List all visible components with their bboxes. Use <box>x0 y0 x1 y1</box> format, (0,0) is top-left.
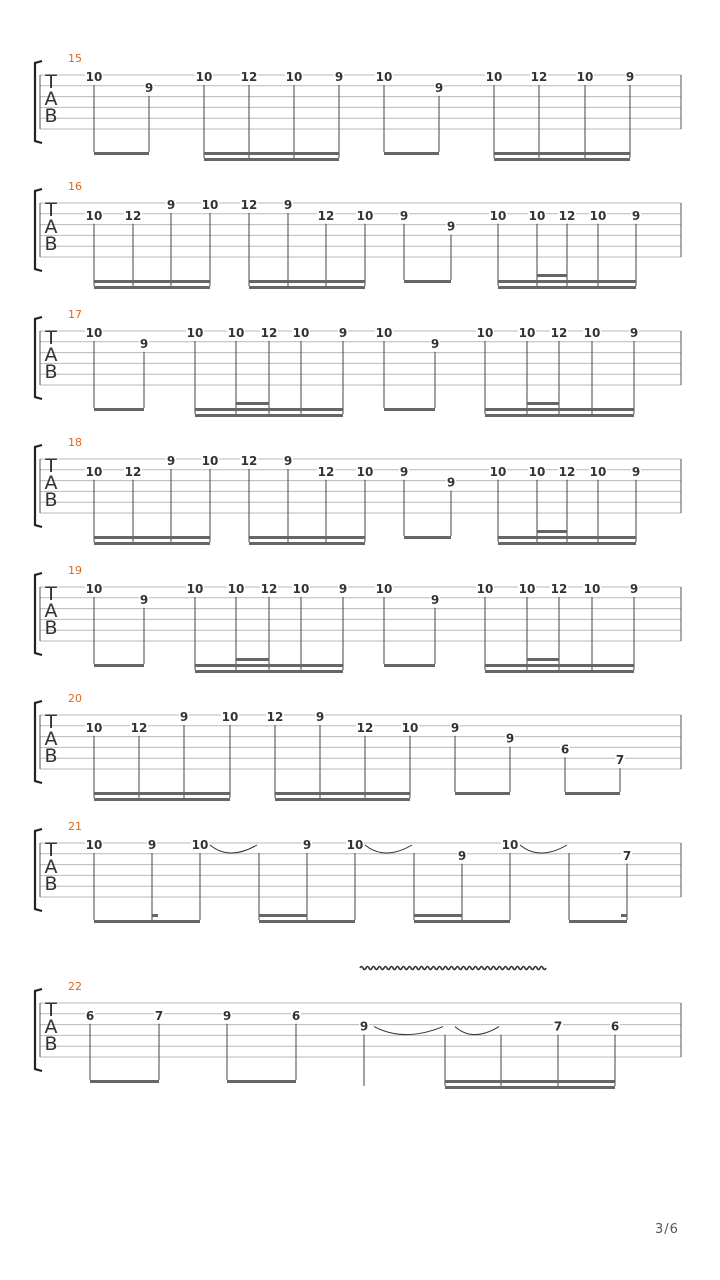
fret-number: 9 <box>283 454 293 468</box>
fret-number: 9 <box>629 582 639 596</box>
fret-number: 9 <box>450 720 460 735</box>
staff-system <box>35 564 681 673</box>
fret-number: 10 <box>518 582 536 596</box>
beam <box>94 536 210 539</box>
beam <box>94 408 144 411</box>
fret-number: 10 <box>576 70 594 84</box>
fret-number: 7 <box>154 1008 164 1023</box>
fret-number: 10 <box>85 464 103 479</box>
tab-clef-letter: T <box>45 839 57 861</box>
fret-number: 10 <box>356 208 374 223</box>
beam <box>249 286 365 289</box>
beam <box>94 664 144 667</box>
fret-number: 12 <box>558 208 576 223</box>
fret-number: 10 <box>375 582 393 596</box>
inner-beam <box>537 530 567 533</box>
inner-beam <box>259 914 307 917</box>
system-bracket <box>35 61 42 143</box>
fret-number: 6 <box>291 1008 301 1023</box>
beam-group <box>489 209 641 289</box>
measure-number: 21 <box>68 820 82 833</box>
staff-system <box>35 308 681 417</box>
system-bracket <box>35 317 42 399</box>
fret-number: 12 <box>317 208 335 223</box>
beam <box>275 792 410 795</box>
fret-number: 10 <box>375 326 393 340</box>
fret-number: 10 <box>85 838 103 852</box>
beam-group <box>85 838 257 923</box>
staff-system <box>35 820 681 923</box>
fret-number: 10 <box>589 208 607 223</box>
fret-number: 7 <box>615 753 625 768</box>
fret-number: 12 <box>317 464 335 479</box>
beam <box>249 536 365 539</box>
fret-number: 9 <box>430 336 440 351</box>
fret-number: 10 <box>195 70 213 84</box>
tab-clef-letter: A <box>44 344 58 366</box>
system-bracket <box>35 573 42 655</box>
fret-number: 9 <box>629 326 639 340</box>
fret-number: 12 <box>240 198 258 212</box>
beam <box>445 1080 615 1083</box>
beam-group <box>489 465 641 545</box>
fret-number: 7 <box>553 1019 563 1034</box>
fret-number: 10 <box>476 326 494 340</box>
beam <box>485 414 634 417</box>
fret-number: 10 <box>356 464 374 479</box>
fret-number: 9 <box>434 80 444 95</box>
fret-number: 10 <box>401 720 419 735</box>
tab-clef-letter: T <box>45 455 57 477</box>
beam-group <box>485 70 635 161</box>
fret-number: 9 <box>631 464 641 479</box>
fret-number: 9 <box>222 1008 232 1023</box>
inner-beam <box>414 914 462 917</box>
fret-number: 10 <box>375 70 393 84</box>
tab-clef-letter: A <box>44 88 58 110</box>
tab-clef-letter: A <box>44 600 58 622</box>
inner-beam <box>537 274 567 277</box>
beam <box>249 280 365 283</box>
fret-number: 10 <box>501 838 519 852</box>
measure-number: 18 <box>68 436 82 449</box>
beam <box>485 670 634 673</box>
beam <box>498 286 636 289</box>
fret-number: 9 <box>505 731 515 746</box>
fret-number: 9 <box>334 70 344 84</box>
fret-number: 10 <box>186 326 204 340</box>
beam <box>404 536 451 539</box>
fret-number: 9 <box>179 710 189 724</box>
fret-number: 9 <box>302 838 312 852</box>
fret-number: 10 <box>186 582 204 596</box>
beam <box>455 792 510 795</box>
beam <box>94 286 210 289</box>
staff-system <box>35 52 681 161</box>
beam-group <box>85 198 219 289</box>
fret-number: 9 <box>139 336 149 351</box>
fret-number: 9 <box>446 219 456 234</box>
beam-group <box>186 326 348 417</box>
beam-group <box>414 838 567 923</box>
tab-clef-letter: T <box>45 583 57 605</box>
fret-number: 10 <box>201 454 219 468</box>
tab-clef-letter: B <box>44 745 58 767</box>
fret-number: 9 <box>139 592 149 607</box>
fret-number: 9 <box>144 80 154 95</box>
system-bracket <box>35 445 42 527</box>
fret-number: 9 <box>338 582 348 596</box>
system-bracket <box>35 989 42 1071</box>
beam <box>249 542 365 545</box>
beam <box>384 664 435 667</box>
tab-clef-letter: T <box>45 711 57 733</box>
tab-clef-letter: B <box>44 233 58 255</box>
fret-number: 10 <box>528 208 546 223</box>
fret-number: 12 <box>124 464 142 479</box>
measure-number: 15 <box>68 52 82 65</box>
fret-number: 10 <box>85 70 103 84</box>
fret-number: 9 <box>315 710 325 724</box>
system-bracket <box>35 829 42 911</box>
fret-number: 7 <box>622 848 632 863</box>
beam <box>195 414 343 417</box>
measure-number: 20 <box>68 692 82 705</box>
tab-clef-letter: T <box>45 199 57 221</box>
beam <box>94 792 230 795</box>
fret-number: 9 <box>147 838 157 852</box>
beam-group <box>186 582 348 673</box>
beam <box>94 798 230 801</box>
inner-beam <box>527 658 559 661</box>
beam <box>94 280 210 283</box>
inner-beam <box>236 658 269 661</box>
tab-clef-letter: T <box>45 999 57 1021</box>
beam <box>498 280 636 283</box>
beam-group <box>240 198 374 289</box>
fret-number: 10 <box>85 326 103 340</box>
fret-number: 10 <box>292 326 310 340</box>
beam-group <box>359 1020 443 1086</box>
fret-number: 10 <box>583 582 601 596</box>
fret-number: 9 <box>166 198 176 212</box>
measure-number: 22 <box>68 980 82 993</box>
staff-system <box>35 967 681 1090</box>
fret-number: 10 <box>292 582 310 596</box>
beam-group <box>476 582 639 673</box>
beam <box>259 920 355 923</box>
beam <box>94 542 210 545</box>
tab-clef-letter: B <box>44 489 58 511</box>
beam <box>404 280 451 283</box>
beam <box>494 158 630 161</box>
fret-number: 9 <box>399 464 409 479</box>
inner-beam <box>236 402 269 405</box>
inner-beam <box>527 402 559 405</box>
fret-number: 10 <box>518 326 536 340</box>
beam <box>498 536 636 539</box>
fret-number: 10 <box>485 70 503 84</box>
tie-arc <box>210 845 257 853</box>
tie-arc <box>374 1027 443 1035</box>
fret-number: 12 <box>124 208 142 223</box>
beam <box>569 920 627 923</box>
beam <box>485 664 634 667</box>
beam <box>195 664 343 667</box>
fret-number: 10 <box>227 326 245 340</box>
tie-arc <box>520 845 567 853</box>
beam-group <box>266 710 419 801</box>
fret-number: 12 <box>550 582 568 596</box>
tab-clef-letter: B <box>44 873 58 895</box>
beam-group <box>476 326 639 417</box>
beam-group <box>195 70 344 161</box>
tab-clef-letter: A <box>44 1016 58 1038</box>
vibrato-mark <box>360 967 546 970</box>
tab-clef-letter: T <box>45 327 57 349</box>
beam <box>485 408 634 411</box>
beam <box>384 152 439 155</box>
beam <box>195 670 343 673</box>
fret-number: 10 <box>476 582 494 596</box>
fret-number: 12 <box>266 710 284 724</box>
system-bracket <box>35 701 42 783</box>
fret-number: 9 <box>446 475 456 490</box>
fret-number: 9 <box>283 198 293 212</box>
beam-group <box>259 838 412 923</box>
beam <box>565 792 620 795</box>
page-number: 3/6 <box>655 1222 679 1237</box>
fret-number: 10 <box>85 208 103 223</box>
staff-system <box>35 180 681 289</box>
beam-group <box>85 326 149 411</box>
beam-group <box>85 710 239 801</box>
tab-clef-letter: A <box>44 472 58 494</box>
fret-number: 9 <box>430 592 440 607</box>
system-bracket <box>35 189 42 271</box>
fret-number: 6 <box>85 1008 95 1023</box>
fret-number: 12 <box>550 326 568 340</box>
fret-number: 12 <box>530 70 548 84</box>
beam <box>414 920 510 923</box>
fret-number: 10 <box>583 326 601 340</box>
fret-number: 10 <box>346 838 364 852</box>
fret-number: 10 <box>489 464 507 479</box>
beam-stub <box>621 914 627 917</box>
tab-clef-letter: B <box>44 361 58 383</box>
fret-number: 9 <box>338 326 348 340</box>
fret-number: 12 <box>240 454 258 468</box>
tie-arc <box>365 845 412 853</box>
fret-number: 10 <box>528 464 546 479</box>
fret-number: 12 <box>356 720 374 735</box>
fret-number: 12 <box>260 326 278 340</box>
fret-number: 6 <box>560 742 570 757</box>
tab-clef-letter: A <box>44 856 58 878</box>
beam <box>227 1080 296 1083</box>
fret-number: 12 <box>240 70 258 84</box>
fret-number: 9 <box>457 848 467 863</box>
fret-number: 12 <box>130 720 148 735</box>
beam-group <box>85 454 219 545</box>
tab-clef-letter: T <box>45 71 57 93</box>
fret-number: 10 <box>285 70 303 84</box>
beam <box>195 408 343 411</box>
fret-number: 10 <box>85 720 103 735</box>
fret-number: 9 <box>625 70 635 84</box>
fret-number: 10 <box>85 582 103 596</box>
beam <box>498 542 636 545</box>
fret-number: 9 <box>166 454 176 468</box>
beam <box>94 920 200 923</box>
staff-system <box>35 436 681 545</box>
beam-stub <box>152 914 158 917</box>
beam <box>90 1080 159 1083</box>
beam <box>204 152 339 155</box>
tab-clef-letter: B <box>44 617 58 639</box>
measure-number: 16 <box>68 180 82 193</box>
fret-number: 9 <box>399 208 409 223</box>
fret-number: 9 <box>631 208 641 223</box>
fret-number: 9 <box>359 1019 369 1034</box>
beam-group <box>85 582 149 667</box>
beam <box>445 1086 615 1089</box>
tab-clef-letter: B <box>44 1033 58 1055</box>
fret-number: 10 <box>489 208 507 223</box>
beam-group <box>375 326 440 411</box>
beam <box>494 152 630 155</box>
fret-number: 6 <box>610 1019 620 1034</box>
beam-group <box>445 1020 620 1089</box>
fret-number: 10 <box>227 582 245 596</box>
fret-number: 10 <box>191 838 209 852</box>
fret-number: 10 <box>221 710 239 724</box>
tie-arc <box>455 1027 499 1035</box>
tab-clef-letter: A <box>44 728 58 750</box>
fret-number: 12 <box>260 582 278 596</box>
fret-number: 10 <box>201 198 219 212</box>
beam-group <box>375 70 444 155</box>
fret-number: 10 <box>589 464 607 479</box>
beam <box>275 798 410 801</box>
staff-system <box>35 692 681 801</box>
tab-clef-letter: B <box>44 105 58 127</box>
beam <box>204 158 339 161</box>
beam-group <box>240 454 374 545</box>
beam-group <box>375 582 440 667</box>
beam-group <box>85 70 154 155</box>
fret-number: 12 <box>558 464 576 479</box>
tab-clef-letter: A <box>44 216 58 238</box>
measure-number: 17 <box>68 308 82 321</box>
measure-number: 19 <box>68 564 82 577</box>
beam <box>94 152 149 155</box>
beam <box>384 408 435 411</box>
